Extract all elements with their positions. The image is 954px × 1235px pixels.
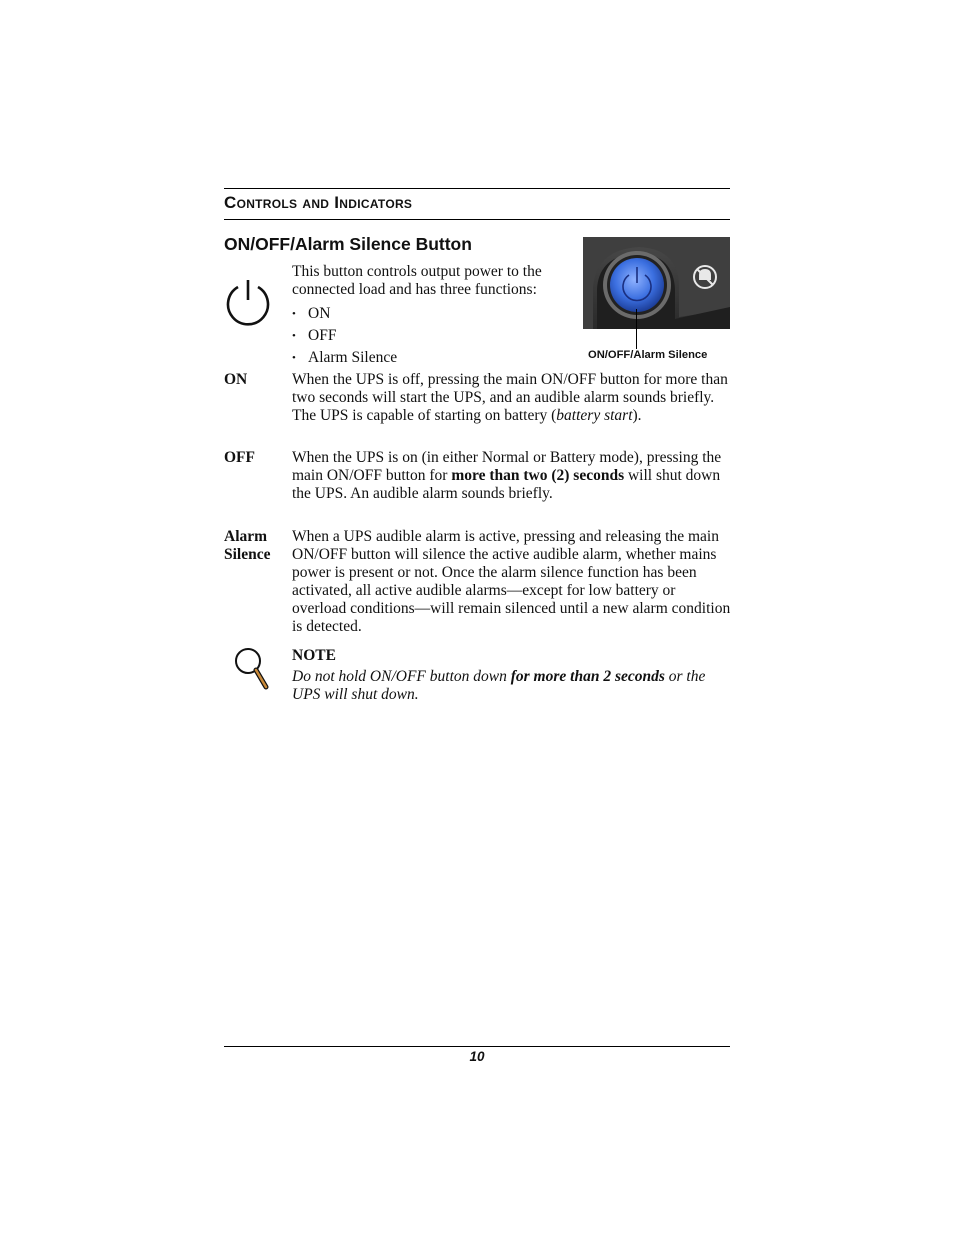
list-item: • Alarm Silence <box>292 349 398 366</box>
intro-text: This button controls output power to the connected load and has three functions: <box>292 263 542 298</box>
photo-caption: ON/OFF/Alarm Silence <box>588 349 708 361</box>
definition-off: When the UPS is on (in either Normal or Battery mode), pressing the main ON/OFF button for more than two (2) seconds will shut down the UPS. An audible alarm sounds briefly. <box>292 449 722 502</box>
power-symbol-icon <box>222 278 274 326</box>
list-item: • OFF <box>292 327 337 344</box>
power-button-icon <box>610 258 664 312</box>
list-item: • ON <box>292 305 331 322</box>
ups-front-panel-photo <box>583 237 730 329</box>
term-alarm-silence: Alarm Silence <box>224 528 271 563</box>
note-text: Do not hold ON/OFF button down for more than 2 seconds or the UPS will shut down. <box>292 668 706 703</box>
footer-rule <box>224 1046 730 1047</box>
term-off: OFF <box>224 449 255 466</box>
definition-on: When the UPS is off, pressing the main ON/OFF button for more than two seconds will start the UPS, and an audible alarm sounds briefly. The UPS is capable of starting on battery (battery start). <box>292 371 728 424</box>
definition-alarm-silence: When a UPS audible alarm is active, pressing and releasing the main ON/OFF button will silence the active audible alarm, whether mains power is present or not. Once the alarm silence function has been activated, all active audible alarms—except for low battery or overload conditions—will remain silenced until a new alarm condition is detected. <box>292 528 731 635</box>
callout-line <box>636 309 637 349</box>
section-title: Controls and Indicators <box>224 193 413 212</box>
page-number: 10 <box>469 1049 485 1064</box>
note-label: NOTE <box>292 647 336 664</box>
section-rule <box>224 219 730 220</box>
magnifier-icon <box>232 645 272 691</box>
function-list <box>292 303 584 369</box>
term-on: ON <box>224 371 248 388</box>
top-rule <box>224 188 730 189</box>
subsection-title: ON/OFF/Alarm Silence Button <box>224 234 472 254</box>
intro-block <box>292 263 584 369</box>
